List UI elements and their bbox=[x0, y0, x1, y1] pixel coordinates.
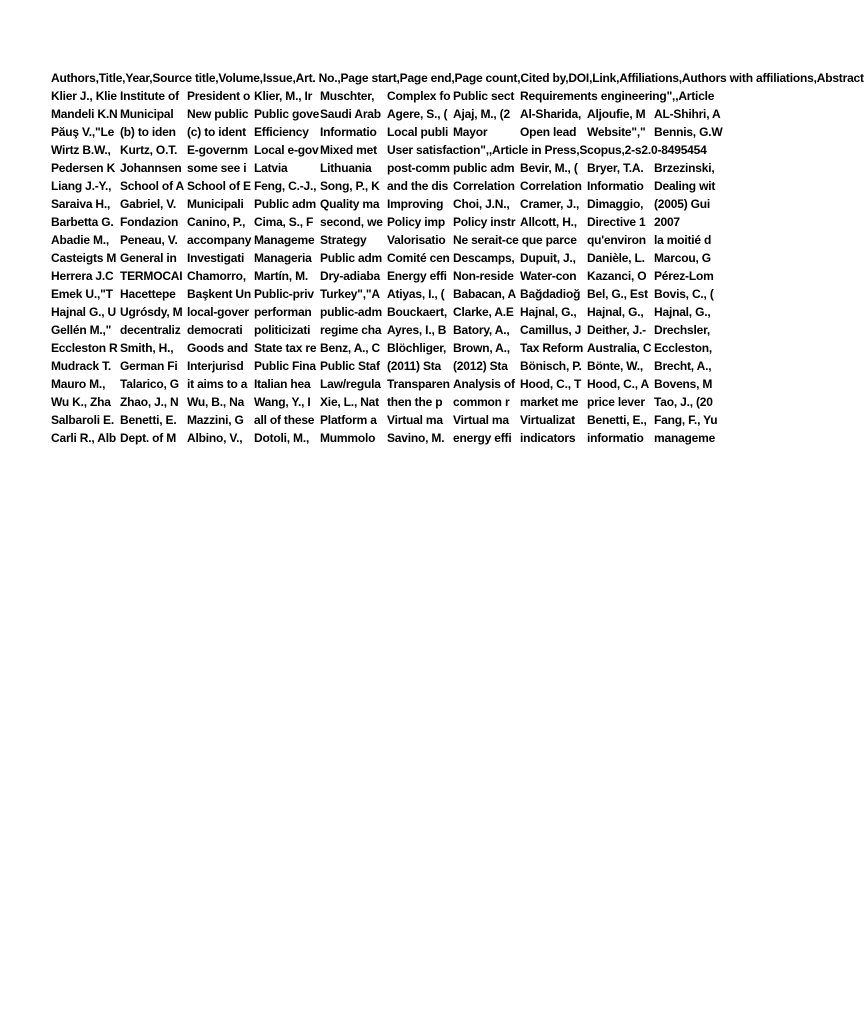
table-cell: Website"," bbox=[587, 125, 646, 139]
table-cell: Abadie M., bbox=[51, 233, 110, 247]
table-cell: Law/regula bbox=[320, 377, 381, 391]
table-cell: Albino, V., bbox=[187, 431, 243, 445]
table-cell: Carli R., Alb bbox=[51, 431, 116, 445]
table-cell: second, we bbox=[320, 215, 383, 229]
table-cell: Brown, A., bbox=[453, 341, 510, 355]
table-cell: Public-priv bbox=[254, 287, 314, 301]
table-cell: public adm bbox=[453, 161, 515, 175]
table-cell: accompany bbox=[187, 233, 252, 247]
table-cell: Public Fina bbox=[254, 359, 316, 373]
table-cell: Benetti, E., bbox=[587, 413, 647, 427]
table-cell: AL-Shihri, A bbox=[654, 107, 721, 121]
table-cell: Manageme bbox=[254, 233, 315, 247]
table-cell: Al-Sharida, bbox=[520, 107, 582, 121]
table-cell: democrati bbox=[187, 323, 243, 337]
table-cell: Bönisch, P. bbox=[520, 359, 582, 373]
table-cell: Saraiva H., bbox=[51, 197, 111, 211]
table-cell: Ne serait-ce que parce bbox=[453, 233, 577, 247]
table-cell: Wu, B., Na bbox=[187, 395, 245, 409]
table-cell: Martín, M. bbox=[254, 269, 308, 283]
table-cell: manageme bbox=[654, 431, 716, 445]
table-cell: Australia, C bbox=[587, 341, 652, 355]
table-cell: Eccleston, bbox=[654, 341, 713, 355]
table-cell: E-governm bbox=[187, 143, 248, 157]
table-row bbox=[51, 285, 768, 303]
table-cell: some see i bbox=[187, 161, 247, 175]
table-cell: Cima, S., F bbox=[254, 215, 314, 229]
table-cell: and the dis bbox=[387, 179, 449, 193]
table-cell: Public adm bbox=[320, 251, 383, 265]
table-cell: Local publi bbox=[387, 125, 449, 139]
table-cell: Danièle, L. bbox=[587, 251, 645, 265]
table-cell: local-gover bbox=[187, 305, 249, 319]
table-cell: Deither, J.- bbox=[587, 323, 646, 337]
table-cell: Manageria bbox=[254, 251, 312, 265]
table-cell: Hajnal, G., bbox=[520, 305, 577, 319]
table-row bbox=[51, 141, 768, 159]
table-cell: Feng, C.-J., bbox=[254, 179, 317, 193]
table-cell: Mummolo bbox=[320, 431, 376, 445]
table-cell: Virtual ma bbox=[387, 413, 443, 427]
header-row: Authors,Title,Year,Source title,Volume,Issue,Art. No.,Page start,Page end,Page count,Cited by,DOI,Link,Affiliations,Authors with affiliations,Abstract bbox=[51, 71, 864, 85]
table-cell: Gabriel, V. bbox=[120, 197, 177, 211]
table-cell: energy effi bbox=[453, 431, 512, 445]
table-cell: Improving bbox=[387, 197, 444, 211]
table-cell: Choi, J.N., bbox=[453, 197, 510, 211]
table-cell: TERMOCAI bbox=[120, 269, 183, 283]
table-row bbox=[51, 177, 768, 195]
table-cell: (2005) Gui bbox=[654, 197, 711, 211]
table-row bbox=[51, 375, 768, 393]
table-cell: Informatio bbox=[587, 179, 644, 193]
table-cell: Municipal bbox=[120, 107, 174, 121]
table-cell: Correlation bbox=[453, 179, 515, 193]
table-cell: Interjurisd bbox=[187, 359, 244, 373]
table-cell: Bryer, T.A. bbox=[587, 161, 644, 175]
table-cell bbox=[654, 141, 718, 159]
table-cell: all of these bbox=[254, 413, 315, 427]
table-row bbox=[51, 411, 768, 429]
table-cell: (2012) Sta bbox=[453, 359, 508, 373]
table-cell: Turkey","A bbox=[320, 287, 380, 301]
table-cell: Aljoufie, M bbox=[587, 107, 646, 121]
table-row bbox=[51, 429, 768, 447]
table-cell: Agere, S., ( bbox=[387, 107, 448, 121]
table-cell: Virtualizat bbox=[520, 413, 575, 427]
table-cell bbox=[587, 141, 654, 159]
table-cell bbox=[520, 231, 587, 249]
table-cell: Xie, L., Nat bbox=[320, 395, 379, 409]
table-cell: common r bbox=[453, 395, 510, 409]
table-cell: Bennis, G.W bbox=[654, 125, 723, 139]
table-cell: Saudi Arab bbox=[320, 107, 381, 121]
table-cell: Păuş V.,"Le bbox=[51, 125, 115, 139]
table-cell: Fondazion bbox=[120, 215, 179, 229]
table-cell: Casteigts M bbox=[51, 251, 117, 265]
table-cell: Tao, J., (20 bbox=[654, 395, 713, 409]
table-cell: Atiyas, I., ( bbox=[387, 287, 445, 301]
table-cell: Bouckaert, bbox=[387, 305, 448, 319]
table-cell: Pedersen K bbox=[51, 161, 116, 175]
table-row bbox=[51, 105, 768, 123]
table-cell: Policy instr bbox=[453, 215, 516, 229]
table-cell: Liang J.-Y., bbox=[51, 179, 112, 193]
table-cell: Hajnal, G., bbox=[654, 305, 711, 319]
table-cell: Batory, A., bbox=[453, 323, 510, 337]
table-cell: Energy effi bbox=[387, 269, 447, 283]
table-row bbox=[51, 213, 768, 231]
table-cell: Comité cen bbox=[387, 251, 450, 265]
table-cell: Goods and bbox=[187, 341, 248, 355]
table-cell: Peneau, V. bbox=[120, 233, 178, 247]
table-cell: Transparen bbox=[387, 377, 450, 391]
table-cell: Salbaroli E. bbox=[51, 413, 114, 427]
table-cell: Ayres, I., B bbox=[387, 323, 447, 337]
table-cell: Local e-gov bbox=[254, 143, 319, 157]
table-cell: Hajnal G., U bbox=[51, 305, 116, 319]
table-cell: Bönte, W., bbox=[587, 359, 643, 373]
table-cell: Mayor bbox=[453, 125, 488, 139]
table-row bbox=[51, 393, 768, 411]
table-cell: Requirements engineering",,Article bbox=[520, 89, 715, 103]
table-cell: Savino, M. bbox=[387, 431, 445, 445]
table-cell: Eccleston R bbox=[51, 341, 118, 355]
table-cell: Smith, H., bbox=[120, 341, 174, 355]
table-cell: Dealing wit bbox=[654, 179, 716, 193]
table-row bbox=[51, 159, 768, 177]
table-cell: Mauro M., bbox=[51, 377, 106, 391]
table-cell: Kazanci, O bbox=[587, 269, 647, 283]
table-cell: Informatio bbox=[320, 125, 377, 139]
table-cell: Efficiency bbox=[254, 125, 309, 139]
table-cell: Dupuit, J., bbox=[520, 251, 576, 265]
table-cell: Bovens, M bbox=[654, 377, 713, 391]
table-cell: Investigati bbox=[187, 251, 245, 265]
table-cell bbox=[587, 87, 654, 105]
table-cell: Descamps, bbox=[453, 251, 515, 265]
table-cell: School of A bbox=[120, 179, 185, 193]
table-cell: Klier, M., Ir bbox=[254, 89, 313, 103]
table-cell: post-comm bbox=[387, 161, 450, 175]
table-cell: Pérez-Lom bbox=[654, 269, 714, 283]
table-cell: 2007 bbox=[654, 215, 680, 229]
table-cell: Benetti, E. bbox=[120, 413, 177, 427]
table-cell: Institute of bbox=[120, 89, 179, 103]
table-cell: Ajaj, M., (2 bbox=[453, 107, 510, 121]
table-cell: Emek U.,"T bbox=[51, 287, 113, 301]
table-cell: Klier J., Klie bbox=[51, 89, 117, 103]
table-cell: Hacettepe bbox=[120, 287, 176, 301]
table-row bbox=[51, 195, 768, 213]
table-cell: State tax re bbox=[254, 341, 317, 355]
table-cell: Chamorro, bbox=[187, 269, 246, 283]
table-row bbox=[51, 357, 768, 375]
table-row bbox=[51, 339, 768, 357]
table-cell: Public gove bbox=[254, 107, 320, 121]
table-cell: politicizati bbox=[254, 323, 311, 337]
table-cell: Lithuania bbox=[320, 161, 372, 175]
table-cell: Wang, Y., I bbox=[254, 395, 311, 409]
table-cell: it aims to a bbox=[187, 377, 248, 391]
table-cell: Valorisatio bbox=[387, 233, 446, 247]
table-cell: Bovis, C., ( bbox=[654, 287, 714, 301]
table-cell: Kurtz, O.T. bbox=[120, 143, 178, 157]
table-cell: Song, P., K bbox=[320, 179, 380, 193]
table-cell: Mandeli K.N bbox=[51, 107, 118, 121]
table-cell bbox=[520, 141, 587, 159]
table-cell: (2011) Sta bbox=[387, 359, 442, 373]
table-cell: Talarico, G bbox=[120, 377, 179, 391]
table-cell: Marcou, G bbox=[654, 251, 711, 265]
table-cell: Bevir, M., ( bbox=[520, 161, 578, 175]
table-cell: Strategy bbox=[320, 233, 367, 247]
table-row bbox=[51, 123, 768, 141]
table-cell: Clarke, A.E bbox=[453, 305, 514, 319]
table-cell: Latvia bbox=[254, 161, 288, 175]
table-cell: Directive 1 bbox=[587, 215, 646, 229]
table-cell: School of E bbox=[187, 179, 251, 193]
table-cell: Gellén M.," bbox=[51, 323, 112, 337]
table-cell: price lever bbox=[587, 395, 645, 409]
table-cell: la moitié d bbox=[654, 233, 712, 247]
table-cell: informatio bbox=[587, 431, 644, 445]
table-cell: indicators bbox=[520, 431, 576, 445]
table-cell: Dotoli, M., bbox=[254, 431, 310, 445]
table-cell: Mazzini, G bbox=[187, 413, 244, 427]
table-cell: Correlation bbox=[520, 179, 582, 193]
table-cell: Quality ma bbox=[320, 197, 380, 211]
table-cell: President o bbox=[187, 89, 251, 103]
table-cell: Hajnal, G., bbox=[587, 305, 644, 319]
table-cell: performan bbox=[254, 305, 312, 319]
table-cell bbox=[453, 141, 520, 159]
table-row bbox=[51, 267, 768, 285]
table-cell: Wu K., Zha bbox=[51, 395, 111, 409]
table-cell: Open lead bbox=[520, 125, 577, 139]
table-cell: regime cha bbox=[320, 323, 382, 337]
table-cell: Barbetta G. bbox=[51, 215, 114, 229]
table-row bbox=[51, 303, 768, 321]
table-cell: Dry-adiaba bbox=[320, 269, 381, 283]
table-cell: Italian hea bbox=[254, 377, 311, 391]
table-cell: Camillus, J bbox=[520, 323, 582, 337]
table-cell: German Fi bbox=[120, 359, 178, 373]
table-cell: Blöchliger, bbox=[387, 341, 447, 355]
table-cell: Cramer, J., bbox=[520, 197, 580, 211]
table-row bbox=[51, 249, 768, 267]
table-cell: (c) to ident bbox=[187, 125, 246, 139]
table-cell: Mixed met bbox=[320, 143, 377, 157]
table-row bbox=[51, 321, 768, 339]
table-cell: Non-reside bbox=[453, 269, 514, 283]
table-cell: Platform a bbox=[320, 413, 377, 427]
table-cell: Drechsler, bbox=[654, 323, 711, 337]
table-cell: Canino, P., bbox=[187, 215, 246, 229]
table-cell: Hood, C., T bbox=[520, 377, 582, 391]
table-cell: Analysis of bbox=[453, 377, 515, 391]
table-cell: Benz, A., C bbox=[320, 341, 381, 355]
table-cell: Policy imp bbox=[387, 215, 446, 229]
table-cell: Allcott, H., bbox=[520, 215, 577, 229]
table-cell: Municipali bbox=[187, 197, 244, 211]
table-cell: then the p bbox=[387, 395, 443, 409]
table-cell: Mudrack T. bbox=[51, 359, 112, 373]
table-cell: Complex fo bbox=[387, 89, 451, 103]
table-cell bbox=[654, 87, 718, 105]
table-cell: Tax Reform bbox=[520, 341, 584, 355]
table-cell: Zhao, J., N bbox=[120, 395, 179, 409]
table-cell: Dept. of M bbox=[120, 431, 176, 445]
table-cell: Bağdadioğ bbox=[520, 287, 581, 301]
table-cell: Dimaggio, bbox=[587, 197, 644, 211]
table-cell: Ugrósdy, M bbox=[120, 305, 183, 319]
table-cell: Brzezinski, bbox=[654, 161, 715, 175]
table-row bbox=[51, 231, 768, 249]
data-rows bbox=[51, 87, 768, 447]
table-cell: market me bbox=[520, 395, 579, 409]
table-cell: Başkent Un bbox=[187, 287, 252, 301]
table-cell: Johannsen bbox=[120, 161, 182, 175]
table-cell: qu'environ bbox=[587, 233, 646, 247]
table-cell: Herrera J.C bbox=[51, 269, 114, 283]
table-cell: Public sect bbox=[453, 89, 515, 103]
table-cell: Bel, G., Est bbox=[587, 287, 648, 301]
table-cell: Babacan, A bbox=[453, 287, 516, 301]
table-cell: General in bbox=[120, 251, 177, 265]
table-cell: Public adm bbox=[254, 197, 317, 211]
table-cell: Water-con bbox=[520, 269, 577, 283]
table-cell: public-adm bbox=[320, 305, 383, 319]
table-cell: Public Staf bbox=[320, 359, 380, 373]
table-cell: Brecht, A., bbox=[654, 359, 712, 373]
table-cell: Hood, C., A bbox=[587, 377, 650, 391]
table-row bbox=[51, 87, 768, 105]
table-cell: decentraliz bbox=[120, 323, 181, 337]
table-cell: Fang, F., Yu bbox=[654, 413, 718, 427]
table-cell: Muschter, bbox=[320, 89, 375, 103]
table-cell: New public bbox=[187, 107, 249, 121]
table-cell: (b) to iden bbox=[120, 125, 176, 139]
table-cell: User satisfaction",,Article in Press,Scopus,2-s2.0-8495454 bbox=[387, 143, 707, 157]
table-cell: Wirtz B.W., bbox=[51, 143, 111, 157]
table-cell: Virtual ma bbox=[453, 413, 509, 427]
